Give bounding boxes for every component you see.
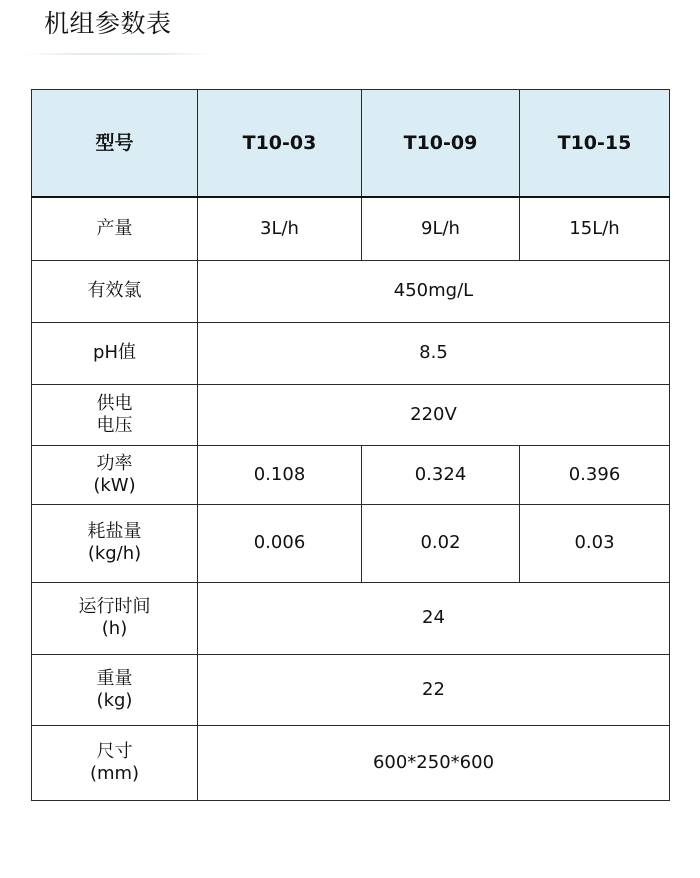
row-power — [32, 445, 670, 504]
cell-value: 220V — [198, 384, 670, 445]
header-t10-03: T10-03 — [198, 90, 362, 198]
cell-value: 0.108 — [198, 445, 362, 504]
row-label: 耗盐量 (kg/h) — [32, 504, 198, 582]
row-label: 尺寸 (mm) — [32, 725, 198, 800]
cell-value: 24 — [198, 582, 670, 654]
header-t10-09: T10-09 — [362, 90, 520, 198]
cell-value: 9L/h — [362, 197, 520, 260]
row-label: 有效氯 — [32, 260, 198, 322]
row-ph — [32, 322, 670, 384]
table-header-row — [32, 90, 670, 198]
cell-value: 0.324 — [362, 445, 520, 504]
cell-value: 600*250*600 — [198, 725, 670, 800]
row-label: 供电 电压 — [32, 384, 198, 445]
row-weight — [32, 654, 670, 725]
page-title: 机组参数表 — [44, 9, 172, 38]
row-runtime — [32, 582, 670, 654]
cell-value: 8.5 — [198, 322, 670, 384]
cell-value: 0.396 — [520, 445, 670, 504]
cell-value: 15L/h — [520, 197, 670, 260]
row-label: 产量 — [32, 197, 198, 260]
row-size — [32, 725, 670, 800]
cell-value: 0.006 — [198, 504, 362, 582]
cell-value: 450mg/L — [198, 260, 670, 322]
title-underline — [22, 53, 212, 55]
cell-value: 22 — [198, 654, 670, 725]
row-chlorine — [32, 260, 670, 322]
row-label: 功率 (kW) — [32, 445, 198, 504]
row-label: 运行时间 (h) — [32, 582, 198, 654]
header-t10-15: T10-15 — [520, 90, 670, 198]
row-label: pH值 — [32, 322, 198, 384]
row-salt — [32, 504, 670, 582]
cell-value: 0.03 — [520, 504, 670, 582]
row-label: 重量 (kg) — [32, 654, 198, 725]
cell-value: 3L/h — [198, 197, 362, 260]
row-output — [32, 197, 670, 260]
header-model: 型号 — [32, 90, 198, 198]
spec-table — [31, 89, 670, 801]
row-power-supply — [32, 384, 670, 445]
cell-value: 0.02 — [362, 504, 520, 582]
